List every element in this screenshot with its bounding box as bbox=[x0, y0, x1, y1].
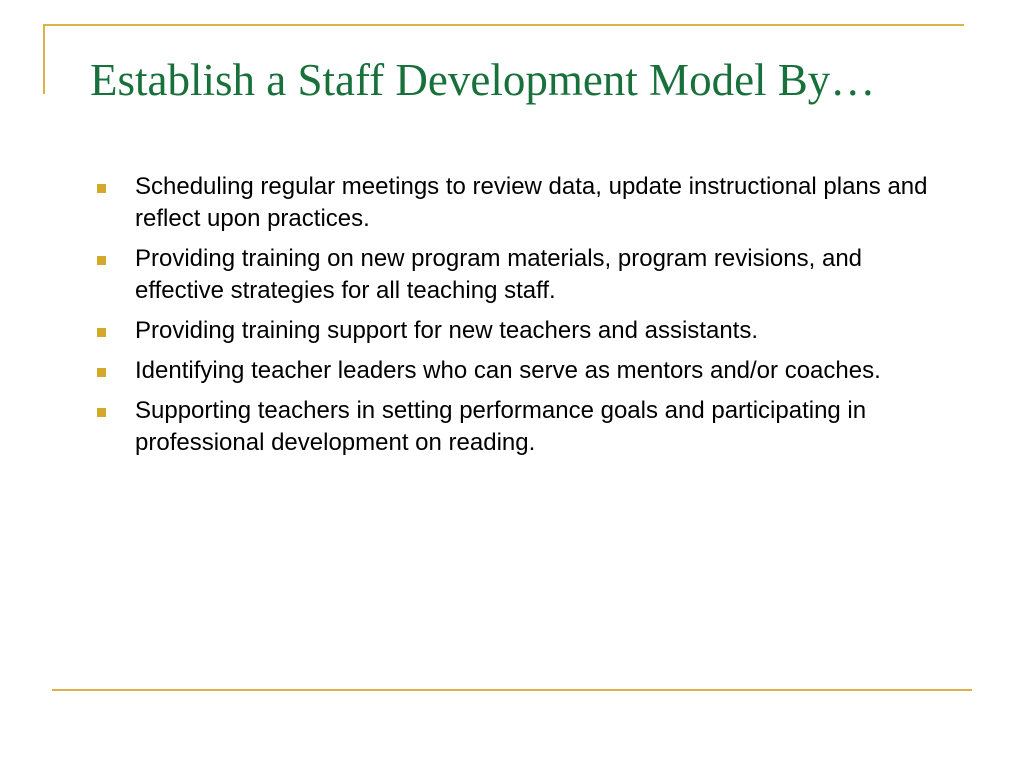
square-bullet-icon bbox=[97, 408, 106, 417]
bullet-text: Supporting teachers in setting performance goals and participating in professional development on reading. bbox=[135, 397, 867, 456]
square-bullet-icon bbox=[97, 184, 106, 193]
bullet-text: Identifying teacher leaders who can serve as mentors and/or coaches. bbox=[135, 357, 881, 384]
square-bullet-icon bbox=[97, 368, 106, 377]
square-bullet-icon bbox=[97, 256, 106, 265]
bullet-text: Providing training support for new teachers and assistants. bbox=[135, 317, 759, 344]
top-border-line bbox=[43, 24, 964, 26]
bullet-item-performance-goals bbox=[97, 395, 937, 459]
bullet-text: Scheduling regular meetings to review data, update instructional plans and reflect upon practices. bbox=[135, 173, 928, 232]
bullet-text: Providing training on new program materials, program revisions, and effective strategies for all teaching staff. bbox=[135, 245, 863, 304]
square-bullet-icon bbox=[97, 328, 106, 337]
bullet-item-new-teacher-support bbox=[97, 315, 937, 347]
left-border-line bbox=[43, 24, 45, 94]
bullet-list bbox=[97, 171, 937, 467]
bullet-item-program-training bbox=[97, 243, 937, 307]
bullet-item-scheduling-meetings bbox=[97, 171, 937, 235]
slide-title: Establish a Staff Development Model By… bbox=[90, 55, 876, 105]
bottom-border-line bbox=[52, 689, 972, 691]
bullet-item-teacher-leaders bbox=[97, 355, 937, 387]
